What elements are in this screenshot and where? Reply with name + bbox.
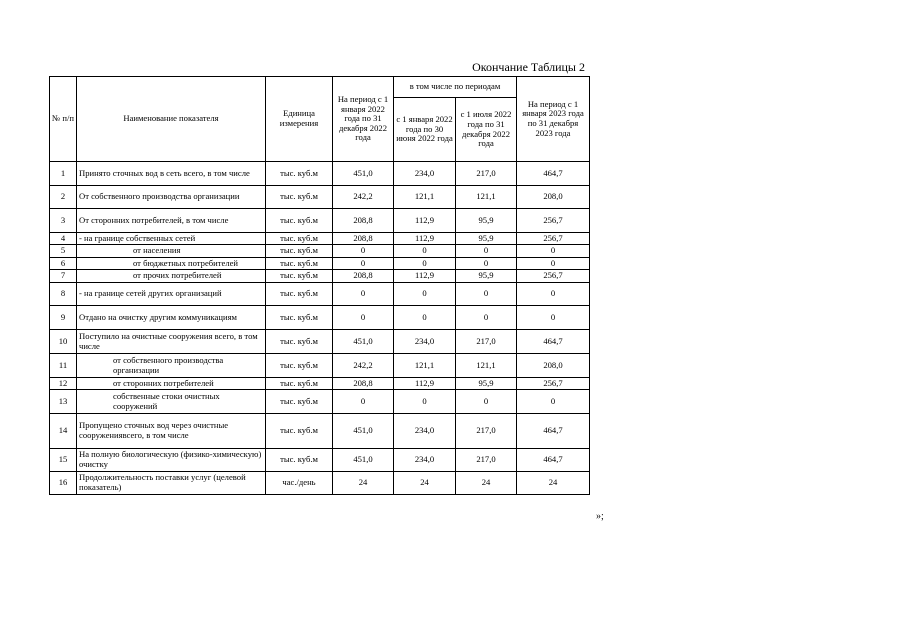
table-row	[50, 258, 590, 270]
table-row	[50, 449, 590, 472]
row-value-2022: 451,0	[333, 162, 394, 186]
row-number: 6	[50, 258, 77, 270]
row-number: 14	[50, 414, 77, 449]
row-unit: тыс. куб.м	[266, 283, 333, 306]
table-row	[50, 162, 590, 186]
header-including-periods: в том числе по периодам	[394, 77, 517, 98]
row-value-2022: 0	[333, 306, 394, 330]
header-first-half: с 1 января 2022 года по 30 июня 2022 года	[394, 98, 456, 162]
row-value-first-half-2022: 112,9	[394, 209, 456, 233]
row-value-2023: 0	[517, 258, 590, 270]
row-indicator-name: от прочих потребителей	[77, 270, 266, 283]
row-value-2023: 0	[517, 306, 590, 330]
row-value-2022: 0	[333, 283, 394, 306]
row-unit: тыс. куб.м	[266, 186, 333, 209]
row-indicator-name: - на границе сетей других организаций	[77, 283, 266, 306]
row-value-2022: 208,8	[333, 233, 394, 245]
row-value-2023: 208,0	[517, 186, 590, 209]
row-unit: тыс. куб.м	[266, 378, 333, 390]
row-value-2023: 208,0	[517, 354, 590, 378]
table-row	[50, 472, 590, 495]
row-value-2023: 464,7	[517, 414, 590, 449]
row-value-2022: 0	[333, 258, 394, 270]
header-period-2023: На период с 1 января 2023 года по 31 декабря 2023 года	[517, 77, 590, 162]
data-table	[49, 76, 590, 495]
header-unit: Единица измерения	[266, 77, 333, 162]
row-unit: тыс. куб.м	[266, 258, 333, 270]
row-indicator-name: - на границе собственных сетей	[77, 233, 266, 245]
row-value-2023: 0	[517, 390, 590, 414]
row-value-first-half-2022: 0	[394, 283, 456, 306]
table-body	[50, 162, 590, 495]
row-value-2023: 256,7	[517, 209, 590, 233]
row-number: 9	[50, 306, 77, 330]
row-number: 12	[50, 378, 77, 390]
row-value-first-half-2022: 0	[394, 306, 456, 330]
row-value-first-half-2022: 121,1	[394, 186, 456, 209]
row-number: 4	[50, 233, 77, 245]
row-value-second-half-2022: 0	[456, 245, 517, 258]
row-number: 8	[50, 283, 77, 306]
row-value-first-half-2022: 112,9	[394, 233, 456, 245]
table-row	[50, 378, 590, 390]
row-value-second-half-2022: 121,1	[456, 186, 517, 209]
row-indicator-name: Поступило на очистные сооружения всего, в том числе	[77, 330, 266, 354]
row-value-second-half-2022: 121,1	[456, 354, 517, 378]
row-value-2022: 451,0	[333, 414, 394, 449]
row-number: 11	[50, 354, 77, 378]
row-number: 15	[50, 449, 77, 472]
table-row	[50, 414, 590, 449]
row-value-2023: 464,7	[517, 449, 590, 472]
row-value-second-half-2022: 0	[456, 306, 517, 330]
table-row	[50, 330, 590, 354]
row-value-first-half-2022: 24	[394, 472, 456, 495]
row-number: 5	[50, 245, 77, 258]
row-value-2023: 464,7	[517, 162, 590, 186]
row-number: 1	[50, 162, 77, 186]
row-value-second-half-2022: 217,0	[456, 449, 517, 472]
table-row	[50, 186, 590, 209]
table-row	[50, 354, 590, 378]
row-unit: тыс. куб.м	[266, 209, 333, 233]
row-value-2023: 256,7	[517, 378, 590, 390]
row-indicator-name: Продолжительность поставки услуг (целевой показатель)	[77, 472, 266, 495]
row-number: 3	[50, 209, 77, 233]
row-value-first-half-2022: 234,0	[394, 162, 456, 186]
row-value-2022: 208,8	[333, 209, 394, 233]
row-indicator-name: От собственного производства организации	[77, 186, 266, 209]
header-num: № п/п	[50, 77, 77, 162]
row-value-2023: 256,7	[517, 233, 590, 245]
row-unit: тыс. куб.м	[266, 233, 333, 245]
row-value-second-half-2022: 217,0	[456, 414, 517, 449]
row-value-first-half-2022: 0	[394, 258, 456, 270]
row-value-second-half-2022: 24	[456, 472, 517, 495]
row-value-second-half-2022: 217,0	[456, 330, 517, 354]
row-indicator-name: Принято сточных вод в сеть всего, в том числе	[77, 162, 266, 186]
row-value-2022: 0	[333, 245, 394, 258]
row-value-2022: 208,8	[333, 378, 394, 390]
closing-quote: »;	[596, 511, 604, 522]
row-value-2022: 242,2	[333, 354, 394, 378]
row-value-first-half-2022: 234,0	[394, 449, 456, 472]
row-value-first-half-2022: 234,0	[394, 414, 456, 449]
row-value-2022: 242,2	[333, 186, 394, 209]
header-name: Наименование показателя	[77, 77, 266, 162]
row-value-2022: 24	[333, 472, 394, 495]
row-value-2023: 256,7	[517, 270, 590, 283]
table-row	[50, 390, 590, 414]
row-value-first-half-2022: 112,9	[394, 270, 456, 283]
row-value-second-half-2022: 95,9	[456, 209, 517, 233]
row-value-second-half-2022: 217,0	[456, 162, 517, 186]
row-unit: тыс. куб.м	[266, 449, 333, 472]
table-row	[50, 283, 590, 306]
row-value-2023: 464,7	[517, 330, 590, 354]
row-unit: тыс. куб.м	[266, 270, 333, 283]
row-value-2023: 0	[517, 245, 590, 258]
row-indicator-name: Пропущено сточных вод через очистные сооружениявсего, в том числе	[77, 414, 266, 449]
row-indicator-name: На полную биологическую (физико-химическую) очистку	[77, 449, 266, 472]
row-indicator-name: от собственного производства организации	[77, 354, 266, 378]
row-number: 2	[50, 186, 77, 209]
row-value-2023: 0	[517, 283, 590, 306]
header-second-half: с 1 июля 2022 года по 31 декабря 2022 года	[456, 98, 517, 162]
table-row	[50, 209, 590, 233]
table-row	[50, 306, 590, 330]
row-value-2022: 0	[333, 390, 394, 414]
row-indicator-name: от сторонних потребителей	[77, 378, 266, 390]
row-unit: тыс. куб.м	[266, 390, 333, 414]
row-indicator-name: от бюджетных потребителей	[77, 258, 266, 270]
row-unit: тыс. куб.м	[266, 414, 333, 449]
row-unit: тыс. куб.м	[266, 306, 333, 330]
row-indicator-name: От сторонних потребителей, в том числе	[77, 209, 266, 233]
row-value-2022: 208,8	[333, 270, 394, 283]
header-period-2022: На период с 1 января 2022 года по 31 декабря 2022 года	[333, 77, 394, 162]
table-row	[50, 270, 590, 283]
row-unit: тыс. куб.м	[266, 354, 333, 378]
table-caption: Окончание Таблицы 2	[472, 60, 585, 74]
row-unit: тыс. куб.м	[266, 330, 333, 354]
row-value-second-half-2022: 0	[456, 283, 517, 306]
table-row	[50, 245, 590, 258]
row-value-first-half-2022: 112,9	[394, 378, 456, 390]
row-unit: тыс. куб.м	[266, 245, 333, 258]
table-row	[50, 233, 590, 245]
row-unit: час./день	[266, 472, 333, 495]
row-value-second-half-2022: 0	[456, 390, 517, 414]
row-value-first-half-2022: 0	[394, 390, 456, 414]
row-value-second-half-2022: 95,9	[456, 270, 517, 283]
row-number: 13	[50, 390, 77, 414]
row-value-first-half-2022: 0	[394, 245, 456, 258]
row-value-second-half-2022: 95,9	[456, 378, 517, 390]
row-number: 7	[50, 270, 77, 283]
row-value-first-half-2022: 121,1	[394, 354, 456, 378]
row-value-second-half-2022: 95,9	[456, 233, 517, 245]
row-value-2022: 451,0	[333, 449, 394, 472]
row-value-2023: 24	[517, 472, 590, 495]
row-value-second-half-2022: 0	[456, 258, 517, 270]
row-value-2022: 451,0	[333, 330, 394, 354]
row-number: 10	[50, 330, 77, 354]
row-unit: тыс. куб.м	[266, 162, 333, 186]
row-indicator-name: Отдано на очистку другим коммуникациям	[77, 306, 266, 330]
row-indicator-name: собственные стоки очистных сооружений	[77, 390, 266, 414]
row-number: 16	[50, 472, 77, 495]
row-value-first-half-2022: 234,0	[394, 330, 456, 354]
row-indicator-name: от населения	[77, 245, 266, 258]
